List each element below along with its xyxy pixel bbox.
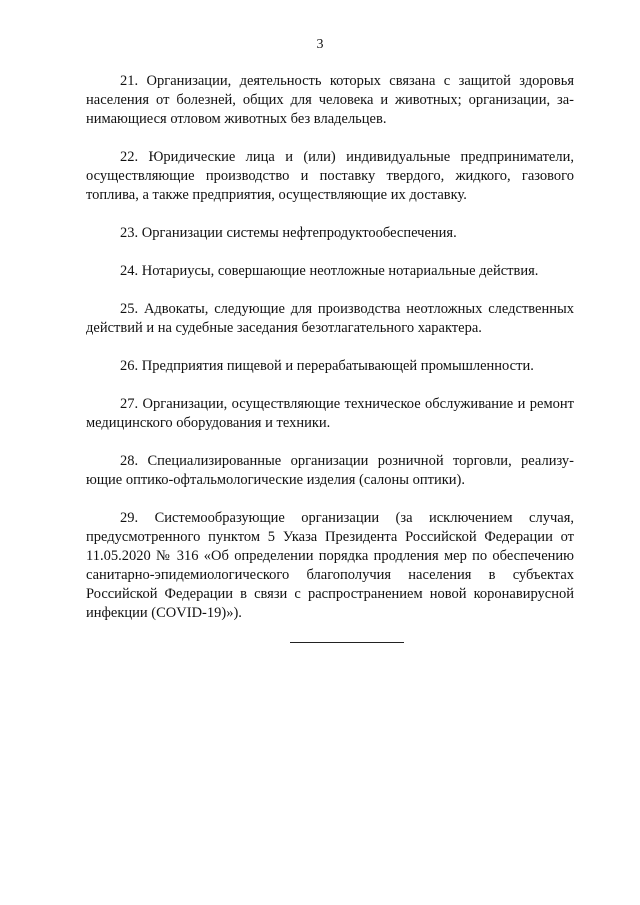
list-item-23: 23. Организации системы нефтепродуктообеспечения. (120, 225, 457, 241)
list-item-21: 21. Организации, деятельность которых связана с защитой здоровья населения от болезней, общих для человека и животных; организации, занимающиеся отловом животных без владельцев. (86, 73, 574, 127)
list-item-28: 28. Специализированные организации розничной торговли, реализующие оптико-офтальмологические изделия (салоны оптики). (86, 453, 574, 488)
list-item-26: 26. Предприятия пищевой и перерабатывающей промышленности. (120, 358, 534, 374)
page-number: 3 (316, 37, 324, 52)
list-item-29: 29. Системообразующие организации (за исключением случая, предусмотренного пунктом 5 Указа Президента Российской Федерации от 11.05.2020 № 316 «Об определении порядка продления мер по обеспечению санитарно-эпидемиологического благополучия населения в субъектах Российской Федерации в связи с распространением новой коронавирусной инфекции (COVID-19)»). (86, 510, 574, 621)
document-body (86, 72, 574, 642)
list-item-24: 24. Нотариусы, совершающие неотложные нотариальные действия. (120, 263, 539, 279)
list-item-22: 22. Юридические лица и (или) индивидуальные предприниматели, осуществляющие производство и поставку твердого, жидкого, газового топлива, а также предприятия, осуществляющие их доставку. (86, 149, 574, 203)
end-divider (290, 642, 404, 643)
list-item-27: 27. Организации, осуществляющие техническое обслуживание и ремонт медицинского оборудования и техники. (86, 396, 574, 431)
list-item-25: 25. Адвокаты, следующие для производства неотложных следственных действий и на судебные заседания безотлагательного характера. (86, 301, 574, 336)
